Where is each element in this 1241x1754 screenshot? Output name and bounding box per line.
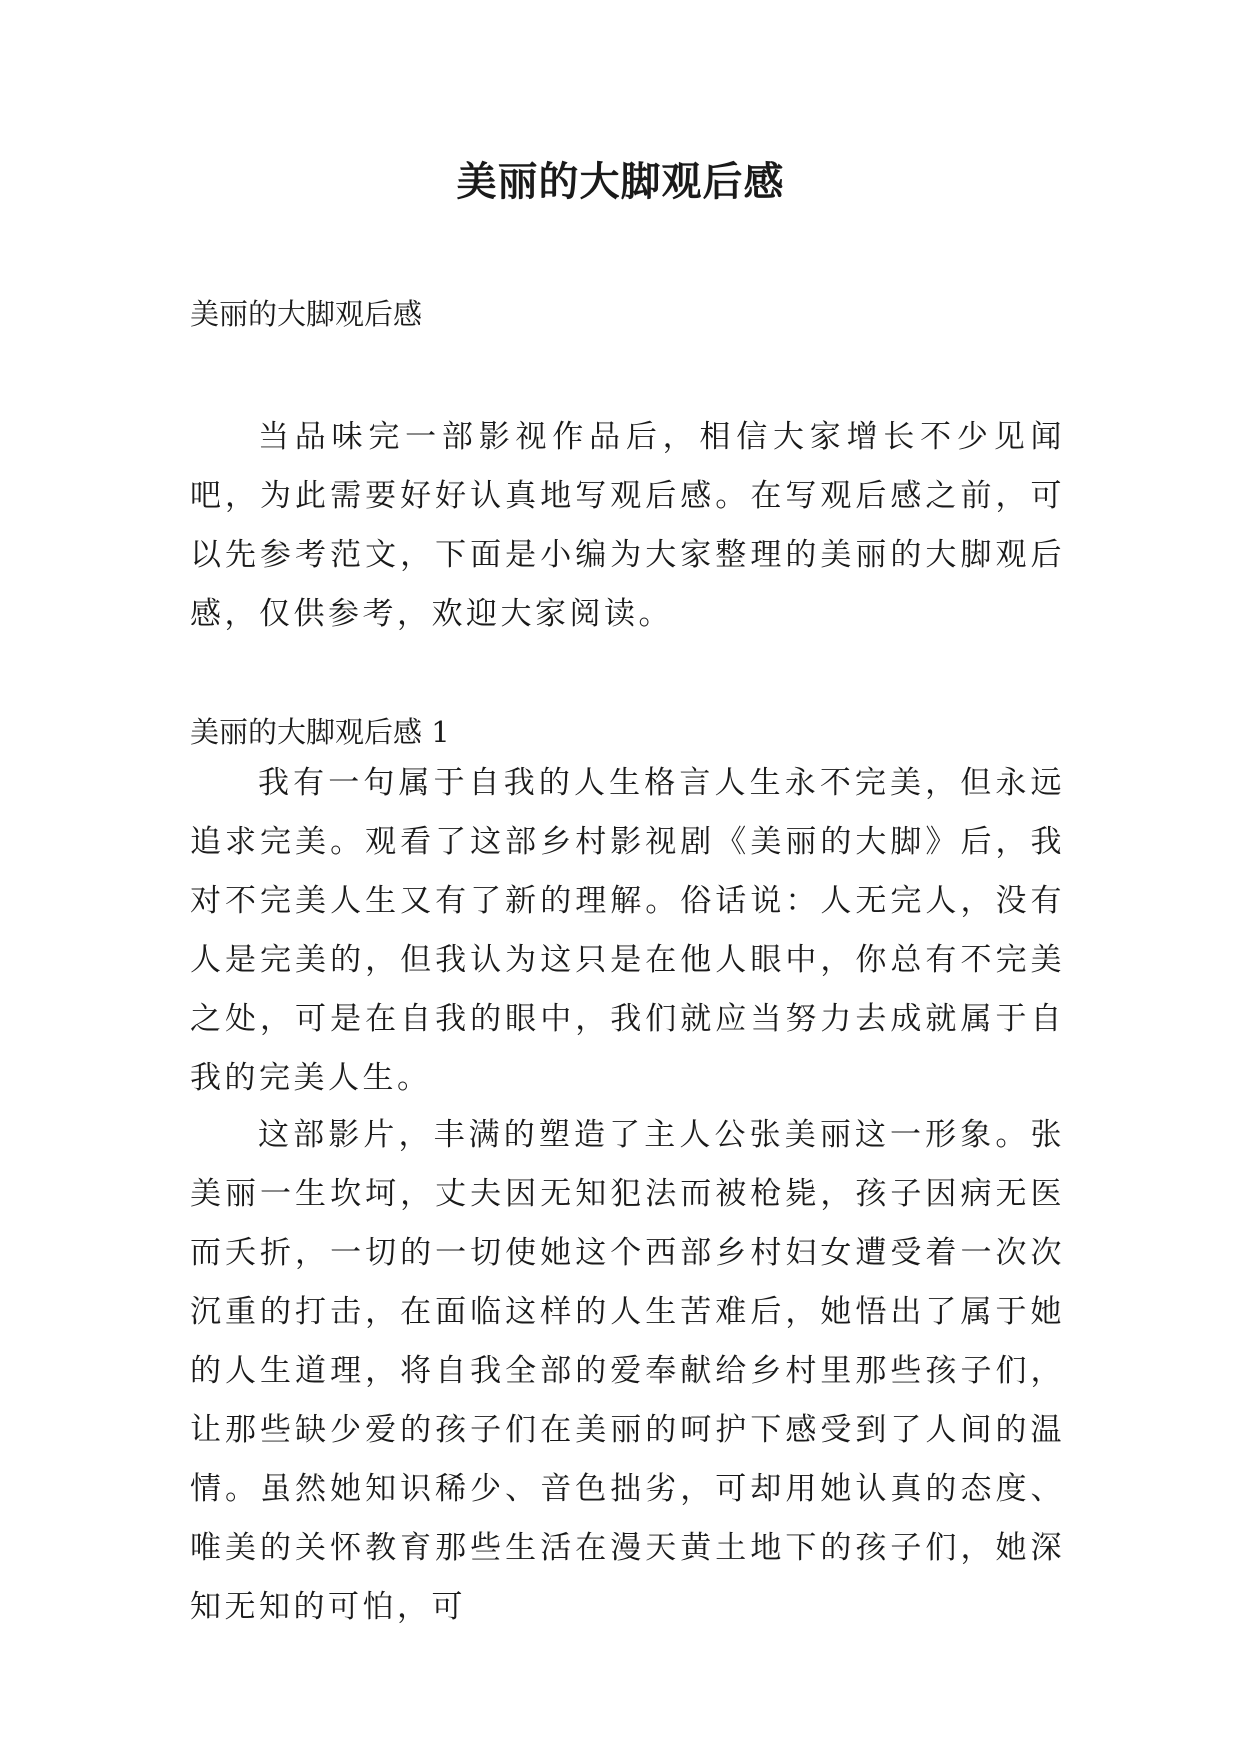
body-paragraph-2: 这部影片，丰满的塑造了主人公张美丽这一形象。张美丽一生坎坷，丈夫因无知犯法而被枪毙，孩子因病无医而夭折，一切的一切使她这个西部乡村妇女遭受着一次次沉重的打击，在面临这样的人生苦难后，她悟出了属于她的人生道理，将自我全部的爱奉献给乡村里那些孩子们，让那些缺少爱的孩子们在美丽的呵护下感受到了人间的温情。虽然她知识稀少、音色拙劣，可却用她认真的态度、唯美的关怀教育那些生活在漫天黄土地下的孩子们，她深知无知的可怕，可 [190,1117,1065,1625]
document-subtitle: 美丽的大脚观后感 [190,297,423,331]
intro-paragraph: 当品味完一部影视作品后，相信大家增长不少见闻吧，为此需要好好认真地写观后感。在写观后感之前，可以先参考范文，下面是小编为大家整理的美丽的大脚观后感，仅供参考，欢迎大家阅读。 [190,419,1065,632]
document-title: 美丽的大脚观后感 [456,158,785,205]
section-heading: 美丽的大脚观后感 1 [190,715,450,749]
body-paragraph-1: 我有一句属于自我的人生格言人生永不完美，但永远追求完美。观看了这部乡村影视剧《美丽的大脚》后，我对不完美人生又有了新的理解。俗话说：人无完人，没有人是完美的，但我认为这只是在他人眼中，你总有不完美之处，可是在自我的眼中，我们就应当努力去成就属于自我的完美人生。 [190,765,1065,1096]
